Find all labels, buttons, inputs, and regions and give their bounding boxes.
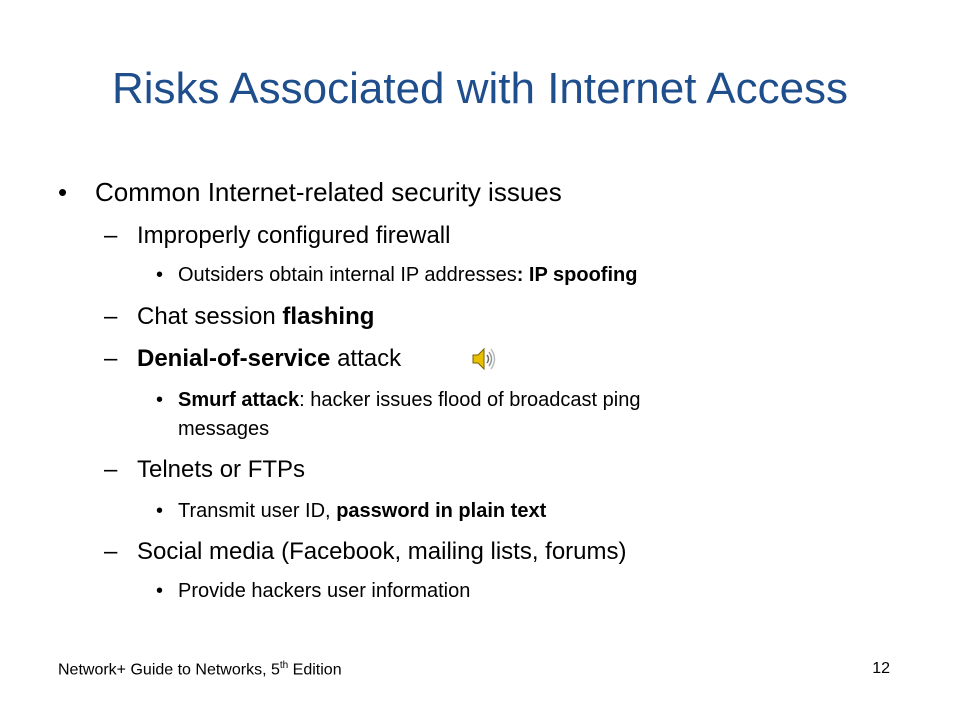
subsub-smurf-cont: messages [178, 418, 270, 440]
transmit-text: Transmit user ID, [178, 500, 337, 522]
smurf-text: : hacker issues flood of broadcast ping [299, 389, 641, 411]
subbullet-social-media: Social media (Facebook, mailing lists, forums) [137, 538, 627, 565]
footer-sup: th [279, 660, 289, 671]
bullet-marker: • [58, 177, 68, 207]
footer-source [58, 660, 342, 679]
dos-text: attack [330, 345, 402, 372]
dash-marker: – [104, 538, 118, 565]
ip-spoof-text: Outsiders obtain internal IP addresses [178, 264, 517, 286]
ip-spoof-bold: : IP spoofing [516, 264, 638, 286]
footer-text-b: Edition [288, 661, 342, 679]
bullet-marker: • [156, 580, 164, 602]
smurf-bold: Smurf attack [178, 389, 300, 411]
subsub-ip-spoofing [178, 264, 637, 287]
chat-text: Chat session [137, 303, 283, 330]
dash-marker: – [104, 345, 118, 372]
subsub-transmit [178, 500, 546, 523]
dash-marker: – [104, 303, 118, 330]
page-number: 12 [872, 660, 890, 677]
bullet-marker: • [156, 264, 164, 286]
speaker-sound-icon[interactable] [470, 345, 498, 373]
subbullet-firewall: Improperly configured firewall [137, 222, 451, 249]
transmit-bold: password in plain text [336, 500, 547, 522]
slide-title: Risks Associated with Internet Access [111, 64, 849, 113]
bullet-common-issues: Common Internet-related security issues [95, 177, 562, 207]
dos-bold: Denial-of-service [137, 345, 331, 372]
subsub-provide: Provide hackers user information [178, 580, 471, 602]
dash-marker: – [104, 456, 118, 483]
chat-bold: flashing [282, 303, 375, 330]
dash-marker: – [104, 222, 118, 249]
subbullet-chat-flashing [137, 303, 374, 331]
bullet-marker: • [156, 389, 164, 411]
footer-text-a: Network+ Guide to Networks, 5 [58, 661, 280, 679]
subbullet-telnets: Telnets or FTPs [137, 456, 306, 483]
subsub-smurf [178, 389, 640, 412]
bullet-marker: • [156, 500, 164, 522]
subbullet-dos [137, 345, 401, 373]
